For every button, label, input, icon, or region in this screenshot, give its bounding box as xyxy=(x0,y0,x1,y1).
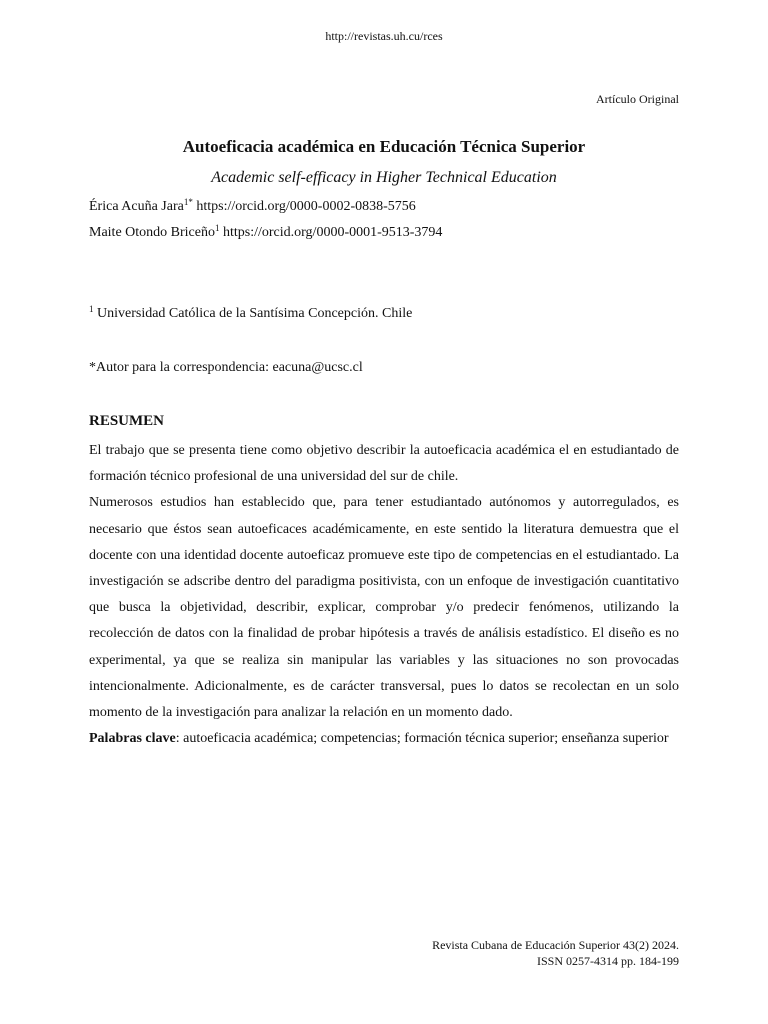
footer xyxy=(432,937,679,969)
author-2 xyxy=(89,225,442,241)
author-1-orcid-link[interactable]: https://orcid.org/0000-0002-0838-5756 xyxy=(196,199,416,214)
correspondence: *Autor para la correspondencia: eacuna@ucsc.cl xyxy=(89,360,363,375)
page-title: Autoeficacia académica en Educación Técnica Superior xyxy=(182,137,586,156)
affiliation xyxy=(89,306,412,322)
keywords-label: Palabras clave xyxy=(89,731,176,747)
author-1-marker: 1* xyxy=(183,197,193,207)
affiliation-marker: 1 xyxy=(89,304,94,314)
affiliation-text: Universidad Católica de la Santísima Concepción. Chile xyxy=(97,306,413,321)
keywords-text: autoeficacia académica; competencias; formación técnica superior; enseñanza superior xyxy=(183,731,669,747)
author-1 xyxy=(89,199,416,215)
page-subtitle: Academic self-efficacy in Higher Technical Education xyxy=(211,169,557,186)
footer-journal: Revista Cubana de Educación Superior 43(2) 2024. xyxy=(432,938,679,952)
author-2-orcid-link[interactable]: https://orcid.org/0000-0001-9513-3794 xyxy=(222,225,443,240)
abstract-paragraph: El trabajo que se presenta tiene como objetivo describir la autoeficacia académica el en estudiantado de formación técnico profesional de una universidad del sur de chile. xyxy=(89,443,679,485)
author-1-name: Érica Acuña Jara xyxy=(89,199,184,214)
journal-url[interactable]: http://revistas.uh.cu/rces xyxy=(325,29,443,43)
author-2-name: Maite Otondo Briceño xyxy=(89,225,215,240)
article-type: Artículo Original xyxy=(596,92,679,106)
keywords: Palabras clave: autoeficacia académica; competencias; formación técnica superior; enseñanza superior xyxy=(89,731,669,747)
author-2-marker: 1 xyxy=(214,223,220,233)
abstract-paragraph: Numerosos estudios han establecido que, para tener estudiantado autónomos y autorregulados, es necesario que éstos sean autoeficaces académicamente, en este sentido la literatura demuestra que el docente con una identidad docente autoeficaz promueve este tipo de competencias en el estudiantado. La investigación se adscribe dentro del paradigma positivista, con un enfoque de investigación cuantitativo que busca la objetividad, describir, explicar, comprobar y/o predecir fenómenos, utilizando la recolección de datos con la finalidad de probar hipótesis a través de análisis estadístico. El diseño es no experimental, ya que se realiza sin manipular las variables y las situaciones no son provocadas intencionalmente. Adicionalmente, es de carácter transversal, pues lo datos se recolectan en un solo momento de la investigación para analizar la relación en un momento dado. xyxy=(89,495,679,721)
footer-issn: ISSN 0257-4314 pp. 184-199 xyxy=(536,954,679,968)
abstract-body xyxy=(89,438,679,752)
abstract-heading: RESUMEN xyxy=(89,413,165,429)
